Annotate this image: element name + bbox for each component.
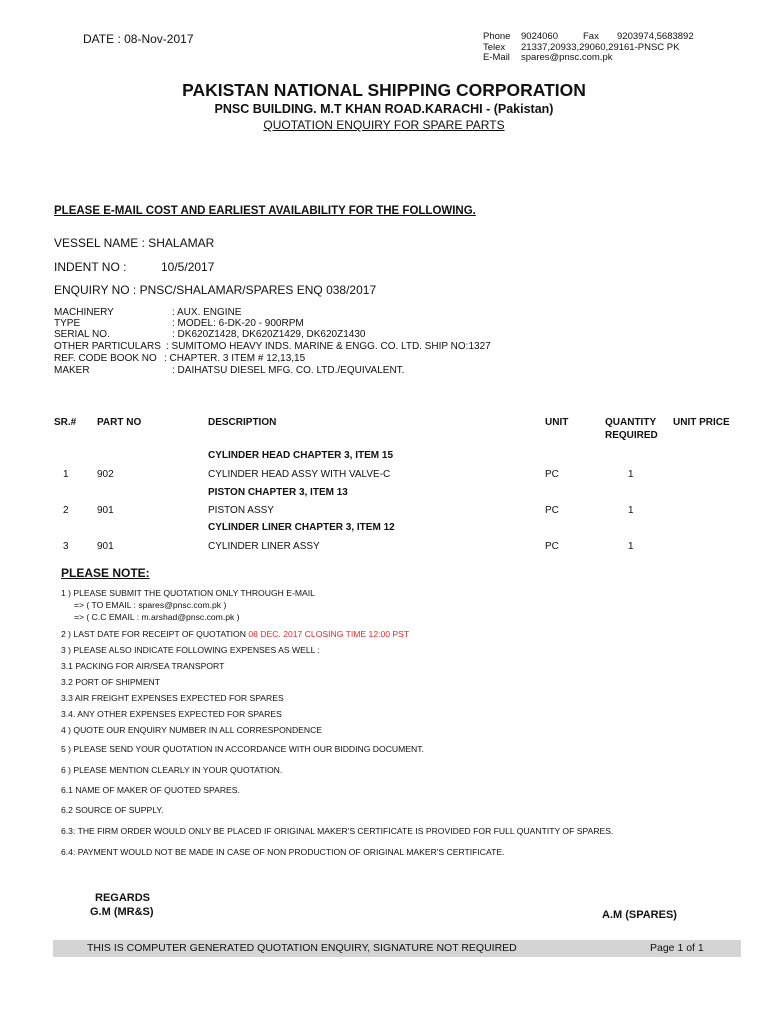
group-title: CYLINDER HEAD CHAPTER 3, ITEM 15 [208,450,394,461]
note-title: PLEASE NOTE: [61,566,150,580]
note-item: => ( C.C EMAIL : m.arshad@pnsc.com.pk ) [74,612,240,622]
row-unit: PC [545,505,559,516]
col-header-quantity: QUANTITY [605,417,657,428]
particular-label: TYPE [54,318,81,329]
note-deadline-date: 08 DEC. 2017 CLOSING TIME 12:00 PST [248,629,410,639]
row-quantity: 1 [628,541,634,552]
row-unit: PC [545,541,559,552]
note-item: 6 ) PLEASE MENTION CLEARLY IN YOUR QUOTATION. [61,765,283,775]
email-label: E-Mail [483,52,510,63]
row-description: CYLINDER LINER ASSY [208,541,320,552]
vessel-name: VESSEL NAME : SHALAMAR [54,236,215,250]
row-description: PISTON ASSY [208,505,274,516]
row-quantity: 1 [628,469,634,480]
group-title: CYLINDER LINER CHAPTER 3, ITEM 12 [208,522,395,533]
request-heading: PLEASE E-MAIL COST AND EARLIEST AVAILABILITY FOR THE FOLLOWING. [54,205,476,217]
particular-label: MACHINERY [54,307,114,318]
col-header-unit: UNIT [545,417,569,428]
row-part-no: 901 [97,505,114,516]
note-item: => ( TO EMAIL : spares@pnsc.com.pk ) [74,600,227,610]
note-item: 3.4. ANY OTHER EXPENSES EXPECTED FOR SPARES [61,709,282,719]
particular-label: SERIAL NO. [54,329,110,340]
footer-text: THIS IS COMPUTER GENERATED QUOTATION ENQUIRY, SIGNATURE NOT REQUIRED [87,942,517,954]
indent-label: INDENT NO : [54,260,127,274]
enquiry-number: ENQUIRY NO : PNSC/SHALAMAR/SPARES ENQ 038/2017 [54,283,377,297]
note-item: 3 ) PLEASE ALSO INDICATE FOLLOWING EXPENSES AS WELL : [61,645,320,655]
note-item: 6.3: THE FIRM ORDER WOULD ONLY BE PLACED IF ORIGINAL MAKER'S CERTIFICATE IS PROVIDED FOR FULL QUANTITY OF SPARES. [61,826,614,836]
fax-value: 9203974,5683892 [617,31,694,42]
document-type: QUOTATION ENQUIRY FOR SPARE PARTS [263,118,505,132]
col-header-part: PART NO [97,417,142,428]
telex-label: Telex [483,41,506,53]
particular-label: REF. CODE BOOK NO [54,353,157,364]
indent-value: 10/5/2017 [161,260,215,274]
phone-label: Phone [483,31,511,42]
row-sr: 3 [63,541,69,552]
page-number: Page 1 of 1 [650,942,704,954]
telex-value: 21337,20933,29060,29161-PNSC PK [521,41,680,53]
note-item: 5 ) PLEASE SEND YOUR QUOTATION IN ACCORDANCE WITH OUR BIDDING DOCUMENT. [61,744,424,754]
col-header-unit-price: UNIT PRICE [673,417,730,428]
note-item: 3.2 PORT OF SHIPMENT [61,677,161,687]
particular-value: : MODEL: 6-DK-20 - 900RPM [172,318,304,329]
row-sr: 1 [63,469,69,480]
contact-block [483,32,694,64]
company-address: PNSC BUILDING. M.T KHAN ROAD.KARACHI - (Pakistan) [214,102,554,116]
document-date: DATE : 08-Nov-2017 [83,32,194,46]
phone-value: 9024060 [521,31,558,42]
note-item: 1 ) PLEASE SUBMIT THE QUOTATION ONLY THROUGH E-MAIL [61,588,315,598]
note-deadline-label: 2 ) LAST DATE FOR RECEIPT OF QUOTATION [61,629,246,639]
note-item: 6.2 SOURCE OF SUPPLY. [61,805,164,815]
fax-label: Fax [583,31,599,42]
particular-value: : DAIHATSU DIESEL MFG. CO. LTD./EQUIVALENT. [172,365,405,376]
note-item: 3.3 AIR FREIGHT EXPENSES EXPECTED FOR SPARES [61,693,284,703]
row-description: CYLINDER HEAD ASSY WITH VALVE-C [208,469,391,480]
note-item: 4 ) QUOTE OUR ENQUIRY NUMBER IN ALL CORRESPONDENCE [61,725,323,735]
col-header-required: REQUIRED [605,430,658,441]
note-item: 3.1 PACKING FOR AIR/SEA TRANSPORT [61,661,225,671]
row-unit: PC [545,469,559,480]
note-item: 6.1 NAME OF MAKER OF QUOTED SPARES. [61,785,240,795]
signatory-gm: G.M (MR&S) [90,906,154,918]
particular-value: : CHAPTER. 3 ITEM # 12,13,15 [164,353,306,364]
particular-value: : DK620Z1428, DK620Z1429, DK620Z1430 [172,329,366,340]
col-header-sr: SR.# [54,417,77,428]
email-value: spares@pnsc.com.pk [521,52,613,63]
particular-value: : AUX. ENGINE [172,307,242,318]
particular-label: MAKER [54,365,90,376]
row-part-no: 901 [97,541,114,552]
note-item [61,629,409,639]
row-part-no: 902 [97,469,114,480]
footer-bar [53,940,741,957]
group-title: PISTON CHAPTER 3, ITEM 13 [208,487,348,498]
col-header-description: DESCRIPTION [208,417,277,428]
company-title: PAKISTAN NATIONAL SHIPPING CORPORATION [182,80,586,100]
particular-label: OTHER PARTICULARS [54,341,161,352]
row-quantity: 1 [628,505,634,516]
row-sr: 2 [63,505,69,516]
signatory-am: A.M (SPARES) [602,909,677,921]
particular-value: : SUMITOMO HEAVY INDS. MARINE & ENGG. CO. LTD. SHIP NO:1327 [166,341,491,352]
note-item: 6.4: PAYMENT WOULD NOT BE MADE IN CASE OF NON PRODUCTION OF ORIGINAL MAKER'S CERTIFICATE. [61,847,505,857]
regards: REGARDS [95,892,151,904]
